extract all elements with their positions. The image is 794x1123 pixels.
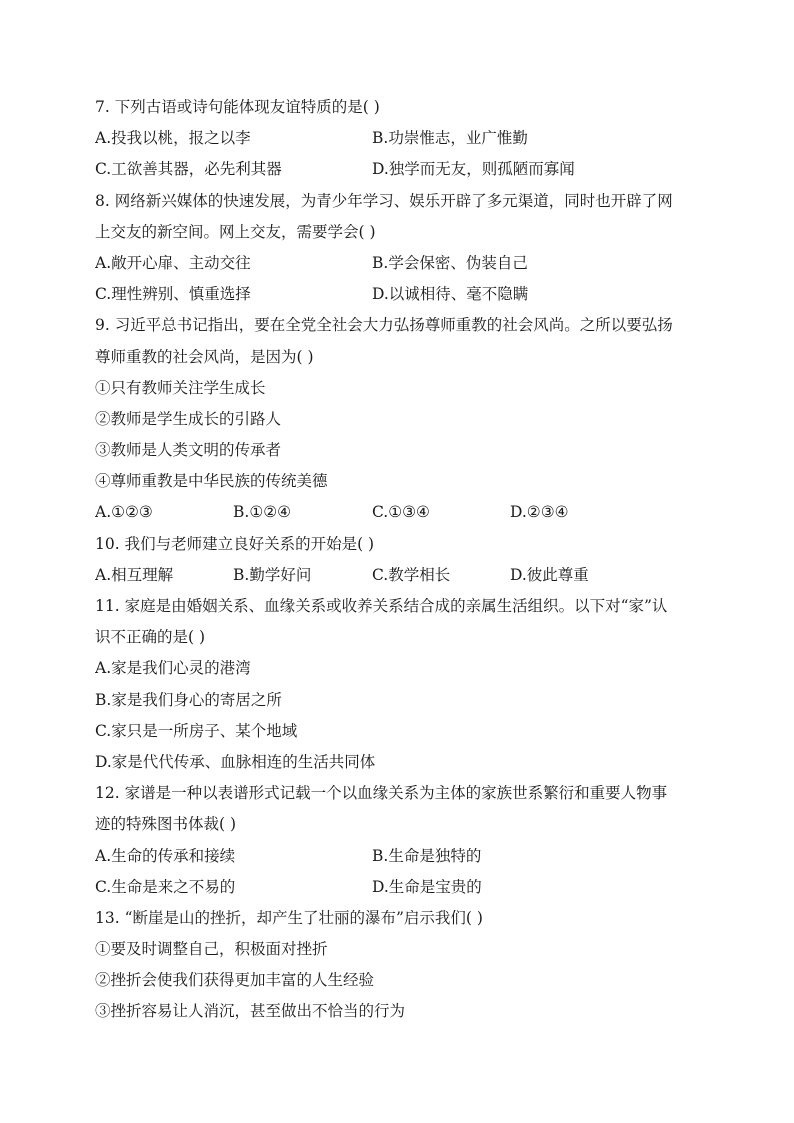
statement-line: ①只有教师关注学生成长 (95, 378, 266, 397)
question-stem-line: 11. 家庭是由婚姻关系、血缘关系或收养关系结合成的亲属生活组织。以下对“家”认 (95, 597, 668, 615)
answer-option[interactable]: D.②③④ (510, 503, 569, 522)
option-row (95, 560, 705, 591)
option-row (95, 248, 705, 279)
option-row (95, 685, 705, 716)
answer-option[interactable]: B.功崇惟志，业广惟勤 (372, 129, 528, 148)
answer-option[interactable]: B.①②④ (233, 503, 292, 522)
answer-option[interactable]: A.生命的传承和接续 (95, 846, 236, 865)
question-block (95, 903, 705, 1028)
answer-option[interactable]: B.生命是独特的 (372, 846, 482, 865)
question-stem-line: 13. “断崖是山的挫折，却产生了壮丽的瀑布”启示我们( ) (95, 908, 483, 927)
question-block (95, 529, 705, 591)
statement-line: ①要及时调整自己，积极面对挫折 (95, 940, 328, 959)
statement-line: ②教师是学生成长的引路人 (95, 409, 282, 428)
option-row (95, 653, 705, 684)
answer-option[interactable]: C.理性辨别、慎重选择 (95, 285, 251, 304)
answer-option[interactable]: A.家是我们心灵的港湾 (95, 659, 251, 678)
option-row (95, 872, 705, 903)
question-block (95, 591, 705, 778)
option-row (95, 716, 705, 747)
question-stem-line: 识不正确的是( ) (95, 628, 206, 647)
answer-option[interactable]: D.以诚相待、毫不隐瞒 (372, 285, 529, 304)
question-stem-line: 8. 网络新兴媒体的快速发展，为青少年学习、娱乐开辟了多元渠道，同时也开辟了网 (95, 191, 673, 210)
option-row (95, 841, 705, 872)
question-list (95, 92, 705, 1028)
answer-option[interactable]: A.相互理解 (95, 565, 174, 584)
option-row (95, 747, 705, 778)
statement-line: ③教师是人类文明的传承者 (95, 441, 282, 460)
statement-line: ②挫折会使我们获得更加丰富的人生经验 (95, 971, 375, 990)
question-block (95, 310, 705, 528)
question-block (95, 186, 705, 311)
question-stem-line: 尊师重教的社会风尚，是因为( ) (95, 347, 314, 366)
question-block (95, 92, 705, 186)
answer-option[interactable]: B.家是我们身心的寄居之所 (95, 690, 282, 709)
statement-line: ④尊师重教是中华民族的传统美德 (95, 472, 328, 491)
question-stem-line: 9. 习近平总书记指出，要在全党全社会大力弘扬尊师重教的社会风尚。之所以要弘扬 (95, 316, 673, 335)
answer-option[interactable]: D.彼此尊重 (510, 565, 589, 584)
answer-option[interactable]: D.独学而无友，则孤陋而寡闻 (372, 160, 575, 179)
answer-option[interactable]: C.生命是来之不易的 (95, 877, 236, 896)
question-block (95, 778, 705, 903)
question-stem-line: 12. 家谱是一种以表谱形式记载一个以血缘关系为主体的家族世系繁衍和重要人物事 (95, 784, 668, 803)
answer-option[interactable]: C.家只是一所房子、某个地域 (95, 721, 298, 740)
option-row (95, 154, 705, 185)
answer-option[interactable]: C.①③④ (372, 503, 430, 522)
statement-line: ③挫折容易让人消沉，甚至做出不恰当的行为 (95, 1002, 406, 1021)
answer-option[interactable]: B.学会保密、伪装自己 (372, 253, 528, 272)
answer-option[interactable]: C.工欲善其器，必先利其器 (95, 160, 282, 179)
option-row (95, 279, 705, 310)
answer-option[interactable]: A.敞开心扉、主动交往 (95, 253, 251, 272)
option-row (95, 497, 705, 528)
question-stem-line: 上交友的新空间。网上交友，需要学会( ) (95, 222, 376, 241)
answer-option[interactable]: D.家是代代传承、血脉相连的生活共同体 (95, 752, 376, 771)
question-stem-line: 10. 我们与老师建立良好关系的开始是( ) (95, 534, 375, 553)
answer-option[interactable]: C.教学相长 (372, 565, 451, 584)
question-stem-line: 7. 下列古语或诗句能体现友谊特质的是( ) (95, 98, 380, 116)
question-stem-line: 迹的特殊图书体裁( ) (95, 815, 237, 834)
answer-option[interactable]: A.投我以桃，报之以李 (95, 129, 251, 148)
answer-option[interactable]: A.①②③ (95, 503, 153, 522)
answer-option[interactable]: D.生命是宝贵的 (372, 877, 482, 896)
option-row (95, 123, 705, 154)
answer-option[interactable]: B.勤学好问 (233, 565, 312, 584)
